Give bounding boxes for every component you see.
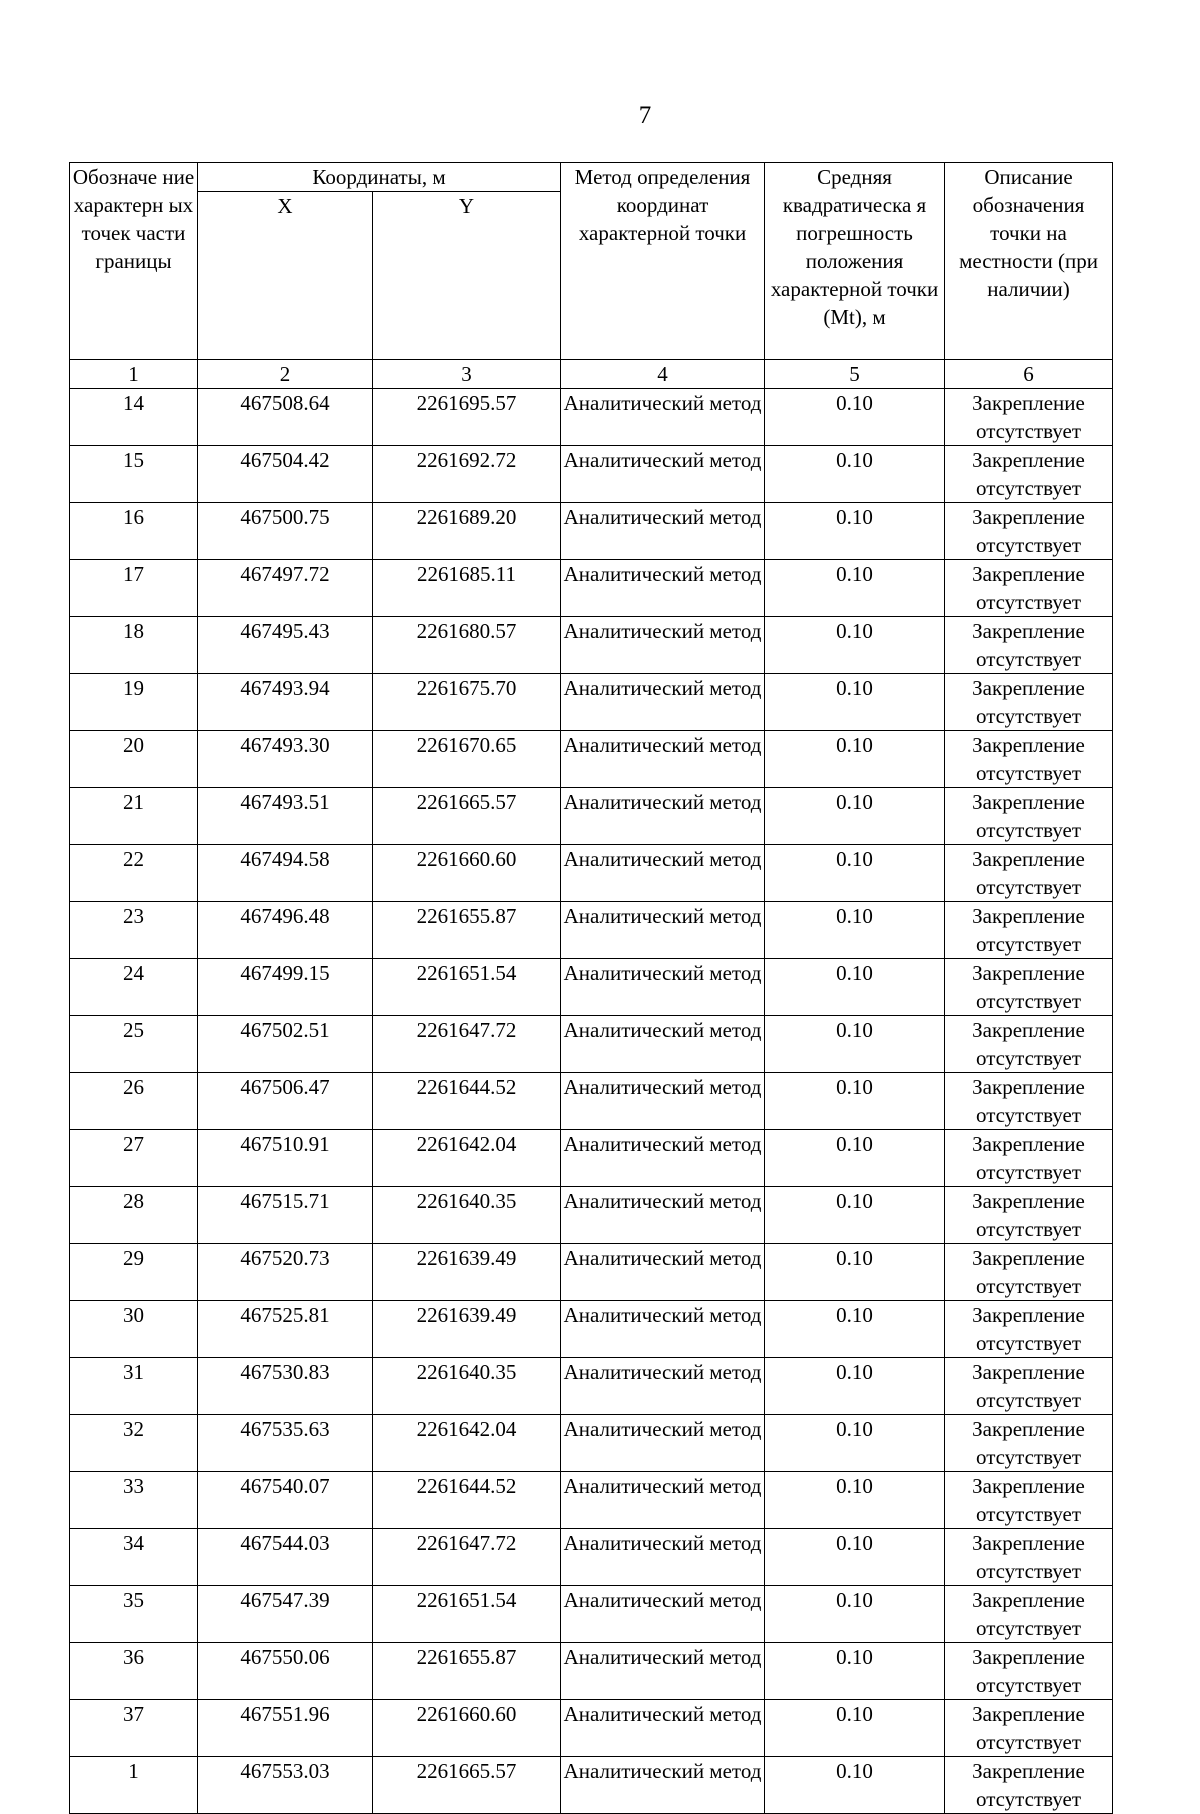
cell-point: 34 [70, 1529, 198, 1586]
cell-description: Закрепление отсутствует [945, 845, 1113, 902]
cell-description: Закрепление отсутствует [945, 560, 1113, 617]
cell-error: 0.10 [765, 1187, 945, 1244]
cell-description: Закрепление отсутствует [945, 1073, 1113, 1130]
cell-y: 2261675.70 [373, 674, 561, 731]
cell-error: 0.10 [765, 1244, 945, 1301]
cell-y: 2261642.04 [373, 1415, 561, 1472]
cell-error: 0.10 [765, 389, 945, 446]
table-row [70, 845, 1113, 902]
cell-description: Закрепление отсутствует [945, 1358, 1113, 1415]
cell-point: 23 [70, 902, 198, 959]
table-row [70, 1757, 1113, 1814]
table-body [70, 389, 1113, 1814]
cell-error: 0.10 [765, 959, 945, 1016]
cell-error: 0.10 [765, 503, 945, 560]
cell-error: 0.10 [765, 674, 945, 731]
cell-y: 2261640.35 [373, 1187, 561, 1244]
cell-error: 0.10 [765, 845, 945, 902]
cell-description: Закрепление отсутствует [945, 446, 1113, 503]
cell-error: 0.10 [765, 1301, 945, 1358]
cell-x: 467508.64 [198, 389, 373, 446]
table-row [70, 1415, 1113, 1472]
header-description: Описание обозначения точки на местности (при наличии) [945, 163, 1113, 360]
cell-y: 2261665.57 [373, 1757, 561, 1814]
table-row [70, 617, 1113, 674]
cell-error: 0.10 [765, 1130, 945, 1187]
cell-x: 467499.15 [198, 959, 373, 1016]
cell-method: Аналитический метод [561, 1130, 765, 1187]
cell-point: 26 [70, 1073, 198, 1130]
cell-method: Аналитический метод [561, 1472, 765, 1529]
cell-point: 19 [70, 674, 198, 731]
cell-error: 0.10 [765, 1472, 945, 1529]
cell-description: Закрепление отсутствует [945, 1244, 1113, 1301]
cell-description: Закрепление отсутствует [945, 1700, 1113, 1757]
cell-x: 467515.71 [198, 1187, 373, 1244]
cell-method: Аналитический метод [561, 788, 765, 845]
column-number-row [70, 360, 1113, 389]
cell-description: Закрепление отсутствует [945, 617, 1113, 674]
cell-description: Закрепление отсутствует [945, 1757, 1113, 1814]
cell-description: Закрепление отсутствует [945, 1529, 1113, 1586]
table-row [70, 1472, 1113, 1529]
cell-method: Аналитический метод [561, 1187, 765, 1244]
cell-error: 0.10 [765, 1415, 945, 1472]
cell-description: Закрепление отсутствует [945, 1586, 1113, 1643]
cell-point: 32 [70, 1415, 198, 1472]
cell-description: Закрепление отсутствует [945, 959, 1113, 1016]
cell-x: 467520.73 [198, 1244, 373, 1301]
table-row [70, 1301, 1113, 1358]
cell-description: Закрепление отсутствует [945, 1643, 1113, 1700]
cell-y: 2261680.57 [373, 617, 561, 674]
cell-description: Закрепление отсутствует [945, 902, 1113, 959]
table-row [70, 788, 1113, 845]
cell-method: Аналитический метод [561, 560, 765, 617]
table-row [70, 1073, 1113, 1130]
cell-point: 30 [70, 1301, 198, 1358]
cell-y: 2261642.04 [373, 1130, 561, 1187]
cell-description: Закрепление отсутствует [945, 389, 1113, 446]
cell-method: Аналитический метод [561, 902, 765, 959]
cell-method: Аналитический метод [561, 617, 765, 674]
table-row [70, 1244, 1113, 1301]
header-x: X [198, 192, 373, 360]
cell-description: Закрепление отсутствует [945, 674, 1113, 731]
cell-description: Закрепление отсутствует [945, 1301, 1113, 1358]
cell-method: Аналитический метод [561, 1586, 765, 1643]
cell-x: 467504.42 [198, 446, 373, 503]
cell-point: 24 [70, 959, 198, 1016]
cell-y: 2261689.20 [373, 503, 561, 560]
cell-y: 2261639.49 [373, 1301, 561, 1358]
table-row [70, 1643, 1113, 1700]
cell-point: 28 [70, 1187, 198, 1244]
cell-point: 18 [70, 617, 198, 674]
table-row [70, 1130, 1113, 1187]
cell-point: 21 [70, 788, 198, 845]
cell-method: Аналитический метод [561, 1016, 765, 1073]
cell-error: 0.10 [765, 617, 945, 674]
cell-error: 0.10 [765, 1016, 945, 1073]
page-number: 7 [638, 102, 652, 129]
cell-x: 467551.96 [198, 1700, 373, 1757]
cell-y: 2261640.35 [373, 1358, 561, 1415]
cell-point: 14 [70, 389, 198, 446]
cell-y: 2261692.72 [373, 446, 561, 503]
table-row [70, 674, 1113, 731]
cell-point: 16 [70, 503, 198, 560]
table-row [70, 560, 1113, 617]
cell-x: 467506.47 [198, 1073, 373, 1130]
cell-error: 0.10 [765, 1700, 945, 1757]
cell-point: 20 [70, 731, 198, 788]
cell-y: 2261655.87 [373, 902, 561, 959]
table-row [70, 1586, 1113, 1643]
table-row [70, 1529, 1113, 1586]
cell-error: 0.10 [765, 446, 945, 503]
cell-method: Аналитический метод [561, 845, 765, 902]
table-row [70, 1187, 1113, 1244]
cell-x: 467547.39 [198, 1586, 373, 1643]
cell-point: 25 [70, 1016, 198, 1073]
cell-error: 0.10 [765, 731, 945, 788]
cell-description: Закрепление отсутствует [945, 1016, 1113, 1073]
cell-x: 467493.94 [198, 674, 373, 731]
cell-y: 2261685.11 [373, 560, 561, 617]
table-header [70, 163, 1113, 389]
cell-y: 2261660.60 [373, 845, 561, 902]
cell-point: 37 [70, 1700, 198, 1757]
cell-x: 467540.07 [198, 1472, 373, 1529]
cell-y: 2261695.57 [373, 389, 561, 446]
cell-description: Закрепление отсутствует [945, 731, 1113, 788]
cell-method: Аналитический метод [561, 1415, 765, 1472]
cell-method: Аналитический метод [561, 1358, 765, 1415]
cell-point: 29 [70, 1244, 198, 1301]
cell-error: 0.10 [765, 902, 945, 959]
cell-y: 2261655.87 [373, 1643, 561, 1700]
cell-x: 467553.03 [198, 1757, 373, 1814]
column-number: 5 [765, 360, 945, 389]
cell-point: 35 [70, 1586, 198, 1643]
cell-error: 0.10 [765, 560, 945, 617]
cell-x: 467493.51 [198, 788, 373, 845]
cell-x: 467493.30 [198, 731, 373, 788]
header-point-designation: Обозначе ние характерн ых точек части границы [70, 163, 198, 360]
cell-method: Аналитический метод [561, 389, 765, 446]
cell-description: Закрепление отсутствует [945, 1187, 1113, 1244]
coordinates-table [69, 162, 1113, 1814]
cell-error: 0.10 [765, 788, 945, 845]
cell-method: Аналитический метод [561, 674, 765, 731]
cell-method: Аналитический метод [561, 1244, 765, 1301]
cell-point: 27 [70, 1130, 198, 1187]
cell-y: 2261639.49 [373, 1244, 561, 1301]
cell-x: 467500.75 [198, 503, 373, 560]
column-number: 2 [198, 360, 373, 389]
cell-description: Закрепление отсутствует [945, 1130, 1113, 1187]
cell-x: 467496.48 [198, 902, 373, 959]
cell-x: 467530.83 [198, 1358, 373, 1415]
cell-y: 2261670.65 [373, 731, 561, 788]
cell-x: 467550.06 [198, 1643, 373, 1700]
cell-y: 2261651.54 [373, 959, 561, 1016]
column-number: 1 [70, 360, 198, 389]
table-row [70, 1016, 1113, 1073]
header-y: Y [373, 192, 561, 360]
table-row [70, 446, 1113, 503]
table-row [70, 389, 1113, 446]
cell-method: Аналитический метод [561, 1073, 765, 1130]
cell-y: 2261647.72 [373, 1016, 561, 1073]
cell-error: 0.10 [765, 1529, 945, 1586]
cell-method: Аналитический метод [561, 1700, 765, 1757]
cell-method: Аналитический метод [561, 959, 765, 1016]
cell-y: 2261647.72 [373, 1529, 561, 1586]
cell-x: 467544.03 [198, 1529, 373, 1586]
cell-description: Закрепление отсутствует [945, 1472, 1113, 1529]
cell-x: 467502.51 [198, 1016, 373, 1073]
cell-x: 467497.72 [198, 560, 373, 617]
cell-description: Закрепление отсутствует [945, 1415, 1113, 1472]
cell-description: Закрепление отсутствует [945, 503, 1113, 560]
cell-method: Аналитический метод [561, 1529, 765, 1586]
cell-point: 22 [70, 845, 198, 902]
table-row [70, 1700, 1113, 1757]
column-number: 3 [373, 360, 561, 389]
table-row [70, 731, 1113, 788]
cell-y: 2261644.52 [373, 1472, 561, 1529]
cell-y: 2261651.54 [373, 1586, 561, 1643]
cell-x: 467510.91 [198, 1130, 373, 1187]
header-method: Метод определения координат характерной точки [561, 163, 765, 360]
cell-point: 33 [70, 1472, 198, 1529]
cell-method: Аналитический метод [561, 1757, 765, 1814]
cell-method: Аналитический метод [561, 446, 765, 503]
cell-x: 467535.63 [198, 1415, 373, 1472]
cell-x: 467495.43 [198, 617, 373, 674]
cell-point: 15 [70, 446, 198, 503]
cell-point: 1 [70, 1757, 198, 1814]
cell-y: 2261660.60 [373, 1700, 561, 1757]
cell-description: Закрепление отсутствует [945, 788, 1113, 845]
cell-error: 0.10 [765, 1358, 945, 1415]
header-coordinates-group: Координаты, м [198, 163, 561, 192]
cell-error: 0.10 [765, 1586, 945, 1643]
cell-method: Аналитический метод [561, 1301, 765, 1358]
column-number: 6 [945, 360, 1113, 389]
cell-method: Аналитический метод [561, 1643, 765, 1700]
cell-point: 17 [70, 560, 198, 617]
table-row [70, 1358, 1113, 1415]
table-row [70, 503, 1113, 560]
cell-method: Аналитический метод [561, 503, 765, 560]
table-row [70, 902, 1113, 959]
cell-point: 36 [70, 1643, 198, 1700]
cell-method: Аналитический метод [561, 731, 765, 788]
cell-error: 0.10 [765, 1757, 945, 1814]
cell-y: 2261665.57 [373, 788, 561, 845]
column-number: 4 [561, 360, 765, 389]
header-mean-square-error: Средняя квадратическа я погрешность положения характерной точки (Mt), м [765, 163, 945, 360]
table-row [70, 959, 1113, 1016]
cell-x: 467494.58 [198, 845, 373, 902]
cell-x: 467525.81 [198, 1301, 373, 1358]
cell-error: 0.10 [765, 1073, 945, 1130]
cell-error: 0.10 [765, 1643, 945, 1700]
cell-y: 2261644.52 [373, 1073, 561, 1130]
cell-point: 31 [70, 1358, 198, 1415]
